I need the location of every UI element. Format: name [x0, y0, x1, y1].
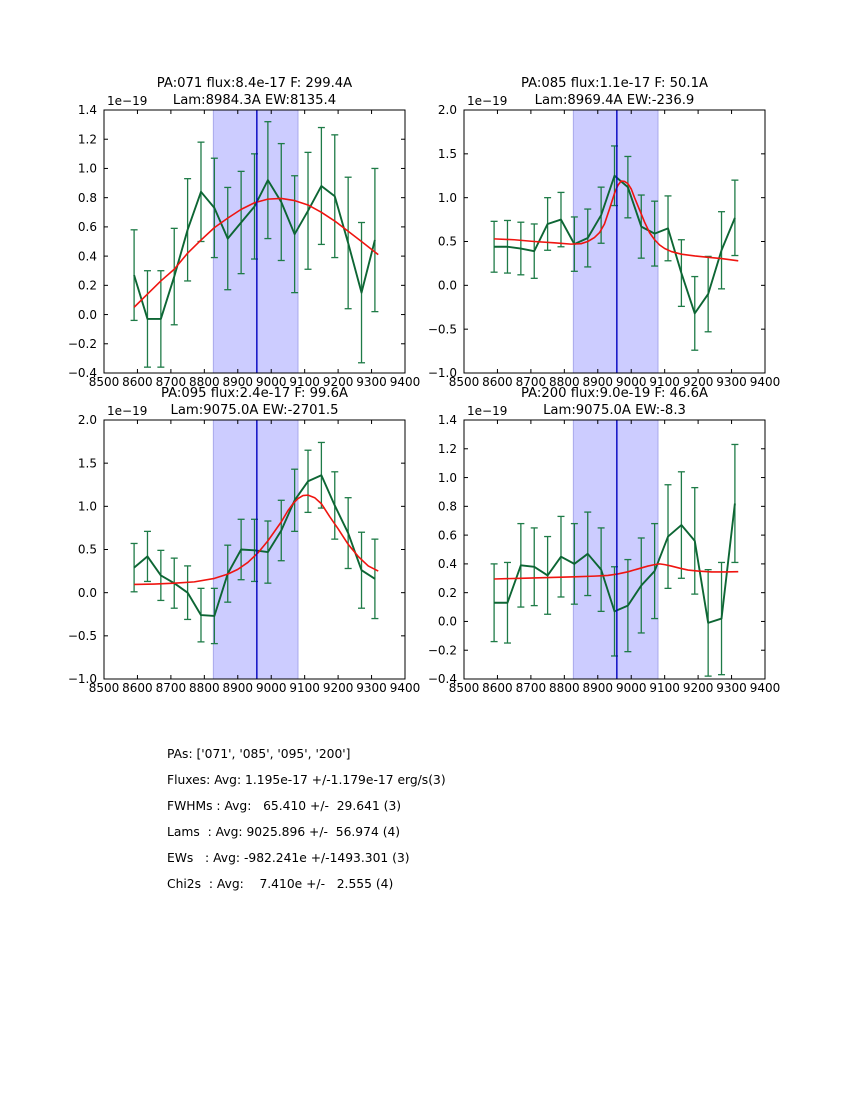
subplot-title-line1: PA:200 flux:9.0e-19 F: 46.6A — [520, 386, 709, 401]
x-tick-label: 9200 — [322, 681, 354, 695]
subplot-4 — [428, 386, 780, 695]
stats-line-fwhms: FWHMs : Avg: 65.410 +/- 29.641 (3) — [167, 799, 402, 813]
subplot-title-line2: Lam:9075.0A EW:-2701.5 — [170, 403, 339, 418]
x-tick-label: 9300 — [716, 681, 747, 695]
y-tick-label: 1.0 — [437, 190, 457, 205]
stats-line-chi2s: Chi2s : Avg: 7.410e +/- 2.555 (4) — [167, 877, 394, 891]
y-tick-label: 0.4 — [77, 249, 97, 264]
y-tick-label: −1.0 — [427, 366, 457, 381]
x-tick-label: 8800 — [189, 681, 220, 695]
y-axis-offset-label: 1e−19 — [467, 94, 508, 108]
y-tick-label: 1.4 — [77, 103, 97, 118]
x-tick-label: 8900 — [222, 375, 254, 389]
stats-line-lams: Lams : Avg: 9025.896 +/- 56.974 (4) — [167, 825, 401, 839]
x-tick-label: 8500 — [88, 375, 120, 389]
y-tick-label: 0.8 — [437, 499, 457, 514]
stats-line-pas: PAs: ['071', '085', '095', '200'] — [167, 747, 351, 761]
y-tick-label: 1.5 — [77, 456, 97, 471]
x-tick-label: 8500 — [88, 681, 120, 695]
x-tick-label: 8600 — [122, 375, 153, 389]
x-tick-label: 8700 — [515, 375, 547, 389]
x-tick-label: 9000 — [615, 375, 647, 389]
y-axis-offset-label: 1e−19 — [107, 94, 148, 108]
highlight-band — [573, 420, 658, 679]
subplot-title-line2: Lam:8969.4A EW:-236.9 — [534, 93, 695, 108]
y-tick-label: −0.4 — [427, 672, 457, 687]
x-tick-label: 8700 — [155, 375, 187, 389]
x-tick-label: 8500 — [448, 681, 480, 695]
x-tick-label: 9400 — [389, 375, 421, 389]
stats-line-ews: EWs : Avg: -982.241e +/-1493.301 (3) — [167, 851, 410, 865]
y-tick-label: 0.4 — [437, 557, 457, 572]
y-tick-label: 1.0 — [77, 499, 97, 514]
subplot-2 — [428, 76, 780, 389]
y-tick-label: 0.2 — [437, 585, 457, 600]
highlight-band — [213, 420, 298, 679]
y-tick-label: 0.2 — [77, 278, 97, 293]
y-tick-label: −0.5 — [67, 629, 97, 644]
y-axis-offset-label: 1e−19 — [467, 404, 508, 418]
y-tick-label: 0.6 — [77, 220, 97, 235]
x-tick-label: 8800 — [549, 375, 580, 389]
x-tick-label: 9400 — [749, 375, 781, 389]
x-tick-label: 8900 — [582, 681, 614, 695]
x-tick-label: 8800 — [189, 375, 220, 389]
x-tick-label: 8600 — [122, 681, 153, 695]
x-tick-label: 9000 — [255, 681, 287, 695]
subplot-title-line1: PA:095 flux:2.4e-17 F: 99.6A — [160, 386, 349, 401]
y-tick-label: −1.0 — [67, 672, 97, 687]
y-tick-label: 1.5 — [437, 147, 457, 162]
x-tick-label: 8900 — [582, 375, 614, 389]
subplot-title-line1: PA:085 flux:1.1e-17 F: 50.1A — [520, 76, 709, 91]
subplot-3 — [68, 386, 420, 695]
y-tick-label: 0.0 — [77, 585, 97, 600]
y-tick-label: 0.0 — [437, 614, 457, 629]
x-tick-label: 9200 — [682, 681, 714, 695]
x-tick-label: 9100 — [649, 681, 680, 695]
x-tick-label: 8900 — [222, 681, 254, 695]
y-tick-label: 0.5 — [77, 542, 97, 557]
y-tick-label: 0.6 — [437, 528, 457, 543]
x-tick-label: 9100 — [289, 681, 320, 695]
x-tick-label: 9300 — [356, 681, 387, 695]
y-tick-label: 0.0 — [77, 307, 97, 322]
y-tick-label: 1.0 — [77, 161, 97, 176]
y-tick-label: 1.2 — [77, 132, 97, 147]
x-tick-label: 8700 — [515, 681, 547, 695]
y-tick-label: −0.5 — [427, 322, 457, 337]
y-tick-label: −0.2 — [67, 336, 97, 351]
y-tick-label: 1.0 — [437, 470, 457, 485]
x-tick-label: 8600 — [482, 375, 513, 389]
x-tick-label: 9200 — [322, 375, 354, 389]
x-tick-label: 9300 — [716, 375, 747, 389]
x-tick-label: 9300 — [356, 375, 387, 389]
y-tick-label: −0.2 — [427, 643, 457, 658]
x-tick-label: 9100 — [649, 375, 680, 389]
x-tick-label: 8800 — [549, 681, 580, 695]
x-tick-label: 9400 — [749, 681, 781, 695]
subplot-title-line2: Lam:8984.3A EW:8135.4 — [172, 93, 337, 108]
subplot-title-line1: PA:071 flux:8.4e-17 F: 299.4A — [156, 76, 353, 91]
y-tick-label: 1.2 — [437, 441, 457, 456]
y-tick-label: 0.5 — [437, 234, 457, 249]
y-tick-label: 1.4 — [437, 413, 457, 428]
stats-line-fluxes: Fluxes: Avg: 1.195e-17 +/-1.179e-17 erg/s(3) — [167, 773, 446, 787]
highlight-band — [213, 110, 298, 373]
y-tick-label: 2.0 — [77, 413, 97, 428]
y-tick-label: 2.0 — [437, 103, 457, 118]
x-tick-label: 9100 — [289, 375, 320, 389]
x-tick-label: 8500 — [448, 375, 480, 389]
y-tick-label: 0.0 — [437, 278, 457, 293]
subplot-title-line2: Lam:9075.0A EW:-8.3 — [543, 403, 686, 418]
subplot-1 — [68, 76, 420, 389]
y-tick-label: 0.8 — [77, 190, 97, 205]
x-tick-label: 8700 — [155, 681, 187, 695]
x-tick-label: 9200 — [682, 375, 714, 389]
x-tick-label: 9000 — [615, 681, 647, 695]
y-axis-offset-label: 1e−19 — [107, 404, 148, 418]
x-tick-label: 8600 — [482, 681, 513, 695]
y-tick-label: −0.4 — [67, 366, 97, 381]
x-tick-label: 9400 — [389, 681, 421, 695]
x-tick-label: 9000 — [255, 375, 287, 389]
